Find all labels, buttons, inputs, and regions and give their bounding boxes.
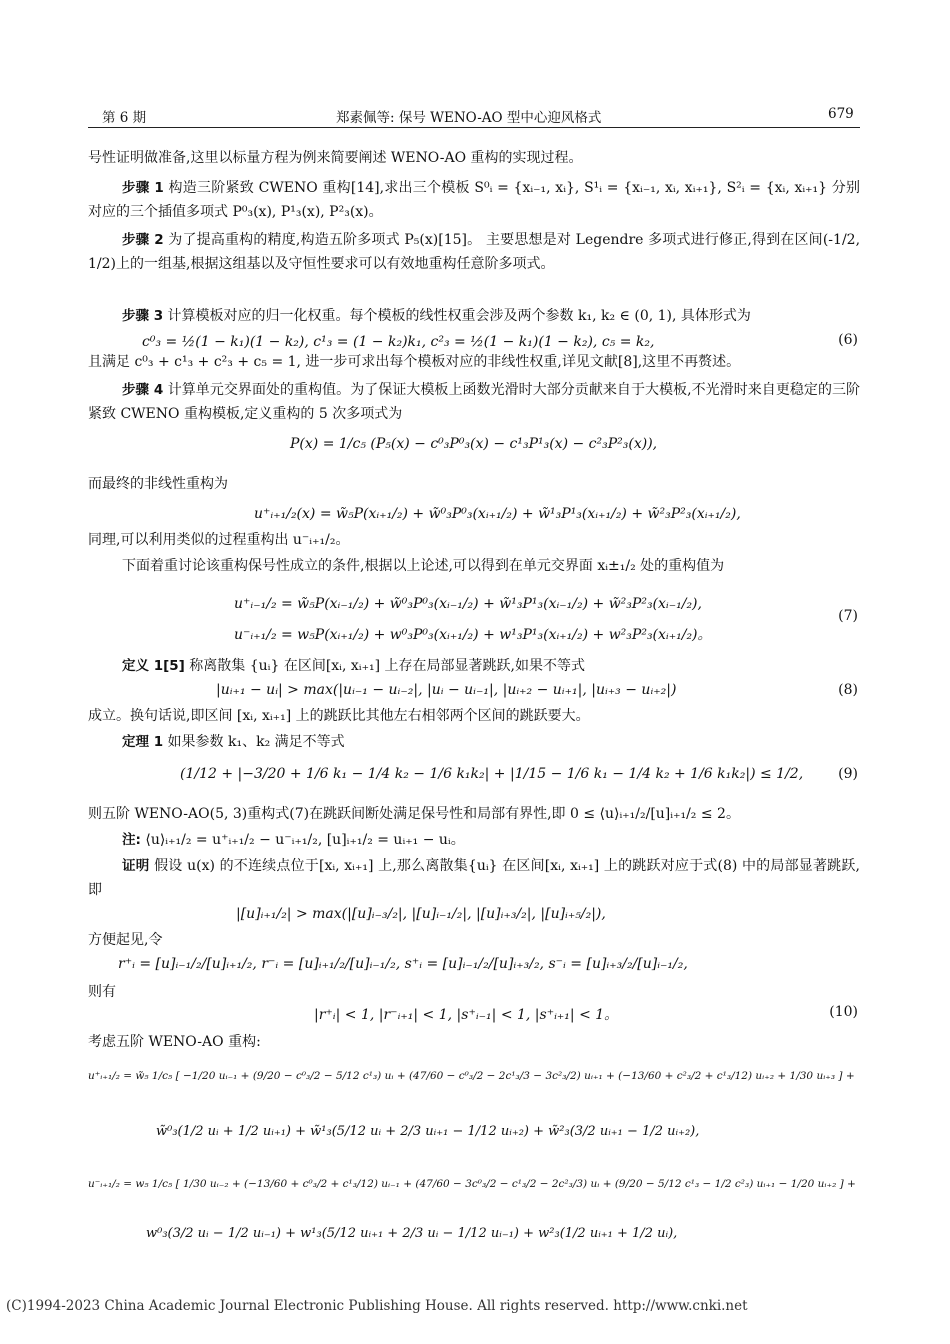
equation-jump: |[u]ᵢ₊₁/₂| > max(|[u]ᵢ₋₃/₂|, |[u]ᵢ₋₁/₂|, |[u]ᵢ₊₃/₂|, |[u]ᵢ₊₅/₂|),: [236, 906, 606, 922]
equation-u-plus-full-1: u⁺ᵢ₊₁/₂ = w̃₅ 1/c₅ [ −1/20 uᵢ₋₁ + (9/20 − c⁰₃/2 − 5/12 c¹₃) uᵢ + (47/60 − c⁰₃/2 − 2c¹₃/3 − 3c²₃/2) uᵢ₊₁ + (−13/60 + c²₃/2 + c¹₃/12) uᵢ₊₂ + 1/30 uᵢ₊₃ ] +: [88, 1070, 855, 1082]
step2-paragraph: [88, 228, 860, 276]
theorem-label: 定理 1: [122, 734, 164, 750]
step1-text: 构造三阶紧致 CWENO 重构[14],求出三个模板 S⁰ᵢ = {xᵢ₋₁, xᵢ}, S¹ᵢ = {xᵢ₋₁, xᵢ, xᵢ₊₁}, S²ᵢ = {xᵢ, xᵢ₊₁} 分别对应的三个插值多项式 P⁰₃(x), P¹₃(x), P²₃(x)。: [88, 180, 861, 220]
discuss-paragraph: 下面着重讨论该重构保号性成立的条件,根据以上论述,可以得到在单元交界面 xᵢ±₁/₂ 处的重构值为: [122, 558, 725, 574]
step2-text: 为了提高重构的精度,构造五阶多项式 P₅(x)[15]。 主要思想是对 Legendre 多项式进行修正,得到在区间(-1/2, 1/2)上的一组基,根据这组基以及守恒性要求可以有效地重构任意阶多项式。: [88, 232, 861, 272]
equation-8: |uᵢ₊₁ − uᵢ| > max(|uᵢ₋₁ − uᵢ₋₂|, |uᵢ − uᵢ₋₁|, |uᵢ₊₂ − uᵢ₊₁|, |uᵢ₊₃ − uᵢ₊₂|): [216, 682, 677, 698]
header-title: 郑素佩等: 保号 WENO-AO 型中心迎风格式: [336, 110, 602, 126]
step1-label: 步骤 1: [122, 180, 164, 196]
header-issue: 第 6 期: [102, 110, 147, 126]
theorem-text: 如果参数 k₁、k₂ 满足不等式: [167, 734, 345, 750]
final-reconstruction-label: 而最终的非线性重构为: [88, 476, 228, 492]
step3-text: 计算模板对应的归一化权重。每个模板的线性权重会涉及两个参数 k₁, k₂ ∈ (0, 1), 具体形式为: [167, 308, 751, 324]
note-label: 注:: [122, 832, 141, 848]
equation-10-number: (10): [829, 1004, 858, 1020]
copyright-footer: (C)1994-2023 China Academic Journal Electronic Publishing House. All rights reserved. http://www.cnki.net: [6, 1298, 748, 1314]
equation-ratios: r⁺ᵢ = [u]ᵢ₋₁/₂/[u]ᵢ₊₁/₂, r⁻ᵢ = [u]ᵢ₊₁/₂/[u]ᵢ₋₁/₂, s⁺ᵢ = [u]ᵢ₋₁/₂/[u]ᵢ₊₃/₂, s⁻ᵢ = [u]ᵢ₊₃/₂/[u]ᵢ₋₁/₂,: [118, 956, 688, 972]
step4-paragraph: [88, 378, 860, 426]
after-eq8-paragraph: 成立。换句话说,即区间 [xᵢ, xᵢ₊₁] 上的跳跃比其他左右相邻两个区间的跳跃要大。: [88, 708, 590, 724]
equation-6-number: (6): [838, 332, 858, 348]
definition-paragraph: [88, 654, 860, 678]
then-text: 则有: [88, 984, 116, 1000]
after-eq9-paragraph: 则五阶 WENO-AO(5, 3)重构式(7)在跳跃间断处满足保号性和局部有界性,即 0 ≤ ⟨u⟩ᵢ₊₁/₂/[u]ᵢ₊₁/₂ ≤ 2。: [88, 806, 740, 822]
equation-9: (1/12 + |−3/20 + 1/6 k₁ − 1/4 k₂ − 1/6 k₁k₂| + |1/15 − 1/6 k₁ − 1/4 k₂ + 1/6 k₁k₂|) ≤ 1/2,: [180, 766, 804, 782]
equation-u-minus-full-2: w⁰₃(3/2 uᵢ − 1/2 uᵢ₋₁) + w¹₃(5/12 uᵢ₊₁ + 2/3 uᵢ − 1/12 uᵢ₋₁) + w²₃(1/2 uᵢ₊₁ + 1/2 uᵢ),: [146, 1226, 678, 1241]
note-paragraph: [88, 828, 860, 852]
equation-6: c⁰₃ = ½(1 − k₁)(1 − k₂), c¹₃ = (1 − k₂)k₁, c²₃ = ½(1 − k₁)(1 − k₂), c₅ = k₂,: [142, 334, 655, 350]
step1-paragraph: [88, 176, 860, 224]
header-rule: [88, 127, 860, 128]
step4-text: 计算单元交界面处的重构值。为了保证大模板上函数光滑时大部分贡献来自于大模板,不光滑时来自更稳定的三阶紧致 CWENO 重构模板,定义重构的 5 次多项式为: [88, 382, 861, 422]
proof-label: 证明: [122, 858, 150, 874]
proof-paragraph: [88, 854, 860, 902]
equation-P: P(x) = 1/c₅ (P₅(x) − c⁰₃P⁰₃(x) − c¹₃P¹₃(x) − c²₃P²₃(x)),: [290, 436, 658, 452]
equation-10: |r⁺ᵢ| < 1, |r⁻ᵢ₊₁| < 1, |s⁺ᵢ₋₁| < 1, |s⁺ᵢ₊₁| < 1。: [314, 1007, 619, 1023]
similar-paragraph: 同理,可以利用类似的过程重构出 u⁻ᵢ₊₁/₂。: [88, 532, 350, 548]
equation-u-minus-full-1: u⁻ᵢ₊₁/₂ = w₅ 1/c₅ [ 1/30 uᵢ₋₂ + (−13/60 + c⁰₃/2 + c¹₃/12) uᵢ₋₁ + (47/60 − 3c⁰₃/2 − c¹₃/2 − 2c²₃/3) uᵢ + (9/20 − 5/12 c¹₃ − 1/2 c²₃) uᵢ₊₁ − 1/20 uᵢ₊₂ ] +: [88, 1178, 856, 1190]
equation-u-plus-full-2: w̃⁰₃(1/2 uᵢ + 1/2 uᵢ₊₁) + w̃¹₃(5/12 uᵢ + 2/3 uᵢ₊₁ − 1/12 uᵢ₊₂) + w̃²₃(3/2 uᵢ₊₁ − 1/2 uᵢ₊₂),: [156, 1124, 700, 1139]
equation-7-number: (7): [838, 608, 858, 624]
consider-text: 考虑五阶 WENO-AO 重构:: [88, 1034, 261, 1050]
step3-label: 步骤 3: [122, 308, 164, 324]
convenience-text: 方便起见,令: [88, 932, 163, 948]
theorem-paragraph: [88, 730, 860, 754]
equation-9-number: (9): [838, 766, 858, 782]
proof-text: 假设 u(x) 的不连续点位于[xᵢ, xᵢ₊₁] 上,那么离散集{uᵢ} 在区间[xᵢ, xᵢ₊₁] 上的跳跃对应于式(8) 中的局部显著跳跃,即: [88, 858, 861, 898]
equation-7b: u⁻ᵢ₊₁/₂ = w₅P(xᵢ₊₁/₂) + w⁰₃P⁰₃(xᵢ₊₁/₂) + w¹₃P¹₃(xᵢ₊₁/₂) + w²₃P²₃(xᵢ₊₁/₂)。: [234, 627, 712, 643]
equation-8-number: (8): [838, 682, 858, 698]
intro-paragraph: 号性证明做准备,这里以标量方程为例来简要阐述 WENO-AO 重构的实现过程。: [88, 150, 583, 166]
step4-label: 步骤 4: [122, 382, 164, 398]
header-page-number: 679: [828, 106, 854, 122]
note-text: ⟨u⟩ᵢ₊₁/₂ = u⁺ᵢ₊₁/₂ − u⁻ᵢ₊₁/₂, [u]ᵢ₊₁/₂ = uᵢ₊₁ − uᵢ。: [145, 832, 465, 848]
equation-7a: u⁺ᵢ₋₁/₂ = w̃₅P(xᵢ₋₁/₂) + w̃⁰₃P⁰₃(xᵢ₋₁/₂) + w̃¹₃P¹₃(xᵢ₋₁/₂) + w̃²₃P²₃(xᵢ₋₁/₂),: [234, 596, 702, 612]
after-eq6-paragraph: 且满足 c⁰₃ + c¹₃ + c²₃ + c₅ = 1, 进一步可求出每个模板对应的非线性权重,详见文献[8],这里不再赘述。: [88, 354, 741, 370]
equation-u-plus: u⁺ᵢ₊₁/₂(x) = w̃₅P(xᵢ₊₁/₂) + w̃⁰₃P⁰₃(xᵢ₊₁/₂) + w̃¹₃P¹₃(xᵢ₊₁/₂) + w̃²₃P²₃(xᵢ₊₁/₂),: [254, 506, 741, 522]
definition-text: 称离散集 {uᵢ} 在区间[xᵢ, xᵢ₊₁] 上存在局部显著跳跃,如果不等式: [189, 658, 585, 674]
step2-label: 步骤 2: [122, 232, 164, 248]
definition-label: 定义 1[5]: [122, 658, 185, 674]
